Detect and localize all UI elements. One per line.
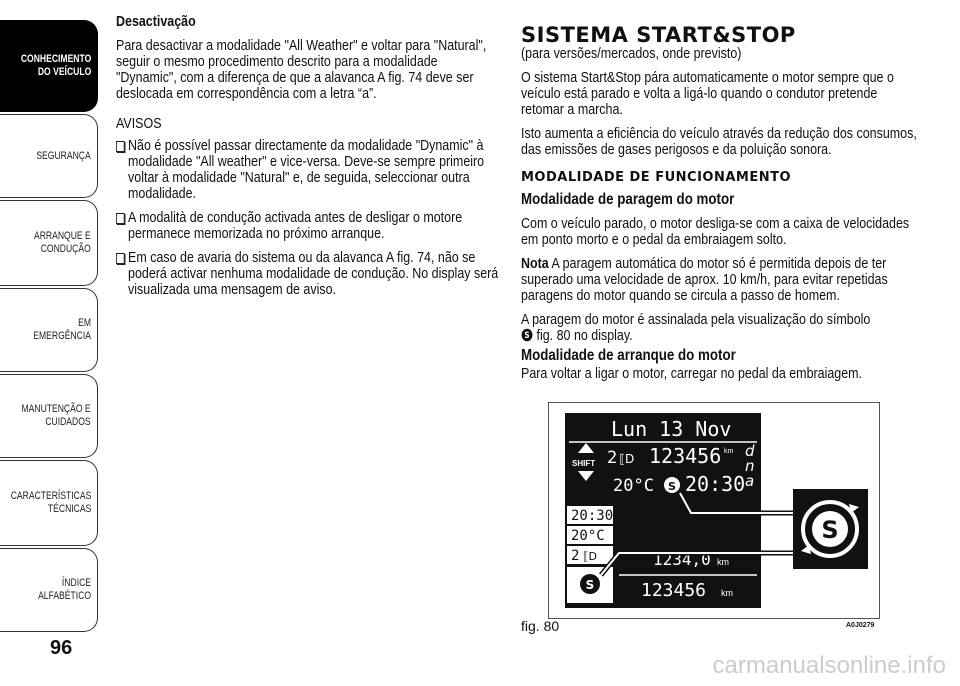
tab-arranque[interactable] bbox=[0, 200, 98, 286]
warning-item bbox=[116, 250, 500, 298]
subsection-heading: Modalidade de paragem do motor bbox=[521, 191, 735, 208]
svg-text:S: S bbox=[524, 330, 530, 341]
tab-seguranca[interactable] bbox=[0, 114, 98, 198]
tab-indice[interactable] bbox=[0, 548, 98, 632]
warnings-title: AVISOS bbox=[116, 116, 162, 132]
display-odometer: 123456 bbox=[649, 444, 722, 468]
bottom-odometer-unit: km bbox=[721, 588, 733, 598]
tab-manutencao[interactable] bbox=[0, 374, 98, 458]
warning-text: A modalità de condução activada antes de desligar o motore permanece memorizada no próximo arranque. bbox=[128, 210, 463, 242]
tab-label: EM EMERGÊNCIA bbox=[33, 317, 91, 342]
note-text: A paragem automática do motor só é permitida depois de ter superado uma velocidade de aprox. 10 km/h, para evitar repetidas paragens do motor quando se circula a passo de homem. bbox=[521, 256, 888, 304]
paragraph-text: fig. 80 no display. bbox=[536, 328, 633, 344]
warning-item bbox=[116, 210, 500, 242]
bottom-gear: 2 bbox=[571, 548, 580, 564]
display-gear: 2 bbox=[607, 448, 618, 468]
odometer-unit: km bbox=[724, 448, 734, 455]
watermark: carmanualsonline.info bbox=[712, 652, 946, 679]
tab-label: SEGURANÇA bbox=[36, 149, 91, 162]
section-title: MODALIDADE DE FUNCIONAMENTO bbox=[521, 170, 792, 185]
display-illustration bbox=[549, 403, 879, 618]
chapter-tabs bbox=[0, 0, 100, 686]
tab-label: ÍNDICE ALFABÉTICO bbox=[38, 577, 91, 602]
bottom-temperature: 20°C bbox=[571, 528, 605, 544]
page-title: SISTEMA START&STOP bbox=[521, 23, 796, 47]
svg-text:S: S bbox=[585, 578, 595, 592]
tab-label: CARACTERÍSTICAS TÉCNICAS bbox=[10, 490, 91, 515]
paragraph-text: A paragem do motor é assinalada pela visualização do símbolo bbox=[521, 312, 871, 328]
start-stop-icon bbox=[521, 328, 533, 342]
tab-label: ARRANQUE E CONDUÇÃO bbox=[34, 230, 91, 255]
right-column bbox=[521, 14, 921, 390]
subtitle: (para versões/mercados, onde previsto) bbox=[521, 46, 742, 62]
instrument-display-figure bbox=[548, 402, 880, 619]
paragraph: Isto aumenta a eficiência do veículo através da redução dos consumos, das emissões de gases perigosos e da poluição sonora. bbox=[521, 126, 917, 158]
mode-letter: n bbox=[745, 457, 755, 475]
tab-emergencia[interactable] bbox=[0, 288, 98, 372]
tab-caracteristicas[interactable] bbox=[0, 460, 98, 546]
bottom-clock: 20:30 bbox=[571, 508, 614, 524]
display-date: Lun 13 Nov bbox=[611, 417, 732, 441]
paragraph bbox=[521, 312, 920, 344]
tab-label: CONHECIMENTO DO VEÍCULO bbox=[20, 53, 91, 78]
svg-text:S: S bbox=[668, 480, 676, 493]
figure-code: A0J0279 bbox=[846, 622, 875, 629]
display-clock: 20:30 bbox=[685, 472, 746, 496]
tab-conhecimento[interactable] bbox=[0, 20, 98, 112]
subsection-heading: Modalidade de arranque do motor bbox=[521, 347, 736, 364]
checkbox-bullet-icon bbox=[116, 213, 125, 224]
page-number: 96 bbox=[50, 637, 73, 659]
figure-caption: fig. 80 bbox=[521, 618, 560, 634]
checkbox-bullet-icon bbox=[116, 141, 125, 152]
paragraph: O sistema Start&Stop pára automaticamente o motor sempre que o veículo está parado e volta a ligá-lo quando o condutor pretende retomar a marcha. bbox=[521, 70, 894, 118]
svg-text:⟦D: ⟦D bbox=[583, 550, 597, 563]
paragraph: Com o veículo parado, o motor desliga-se com a caixa de velocidades em ponto morto e o pedal da embraiagem solto. bbox=[521, 216, 910, 248]
note-label: Nota bbox=[521, 256, 549, 272]
bottom-odometer: 123456 bbox=[641, 580, 707, 601]
checkbox-bullet-icon bbox=[116, 253, 125, 264]
gear-mode-icon: ⟦D bbox=[619, 452, 635, 466]
section-heading: Desactivação bbox=[116, 14, 196, 30]
warning-text: Em caso de avaria do sistema ou da alavanca A fig. 74, não se poderá activar nenhuma modalidade de condução. No display será visualizada uma mensagem de aviso. bbox=[128, 250, 499, 298]
paragraph: Para voltar a ligar o motor, carregar no pedal da embraiagem. bbox=[521, 366, 863, 382]
warning-item bbox=[116, 138, 500, 202]
tab-label: MANUTENÇÃO E CUIDADOS bbox=[21, 403, 91, 428]
shift-label: SHIFT bbox=[572, 459, 596, 468]
paragraph: Para desactivar a modalidade "All Weather" e voltar para "Natural", seguir o mesmo procedimento descrito para a modalidade "Dynamic", com a diferença de que a alavanca A fig. 74 deve ser deslocada em correspondência com a letra “a”. bbox=[116, 38, 487, 102]
mode-letter: a bbox=[745, 472, 755, 490]
trip-unit: km bbox=[717, 557, 729, 567]
note bbox=[521, 256, 920, 304]
mode-letter: d bbox=[745, 442, 755, 460]
svg-text:S: S bbox=[821, 516, 839, 544]
warning-text: Não é possível passar directamente da modalidade "Dynamic" à modalidade "All weather" e vice-versa. Deve-se sempre primeiro voltar à modalidade "Natural" e, de seguida, seleccionar outra modalidade. bbox=[128, 138, 485, 202]
display-temperature: 20°C bbox=[613, 476, 654, 496]
trip-value: 1234,0 bbox=[653, 550, 711, 569]
left-column bbox=[116, 14, 501, 306]
